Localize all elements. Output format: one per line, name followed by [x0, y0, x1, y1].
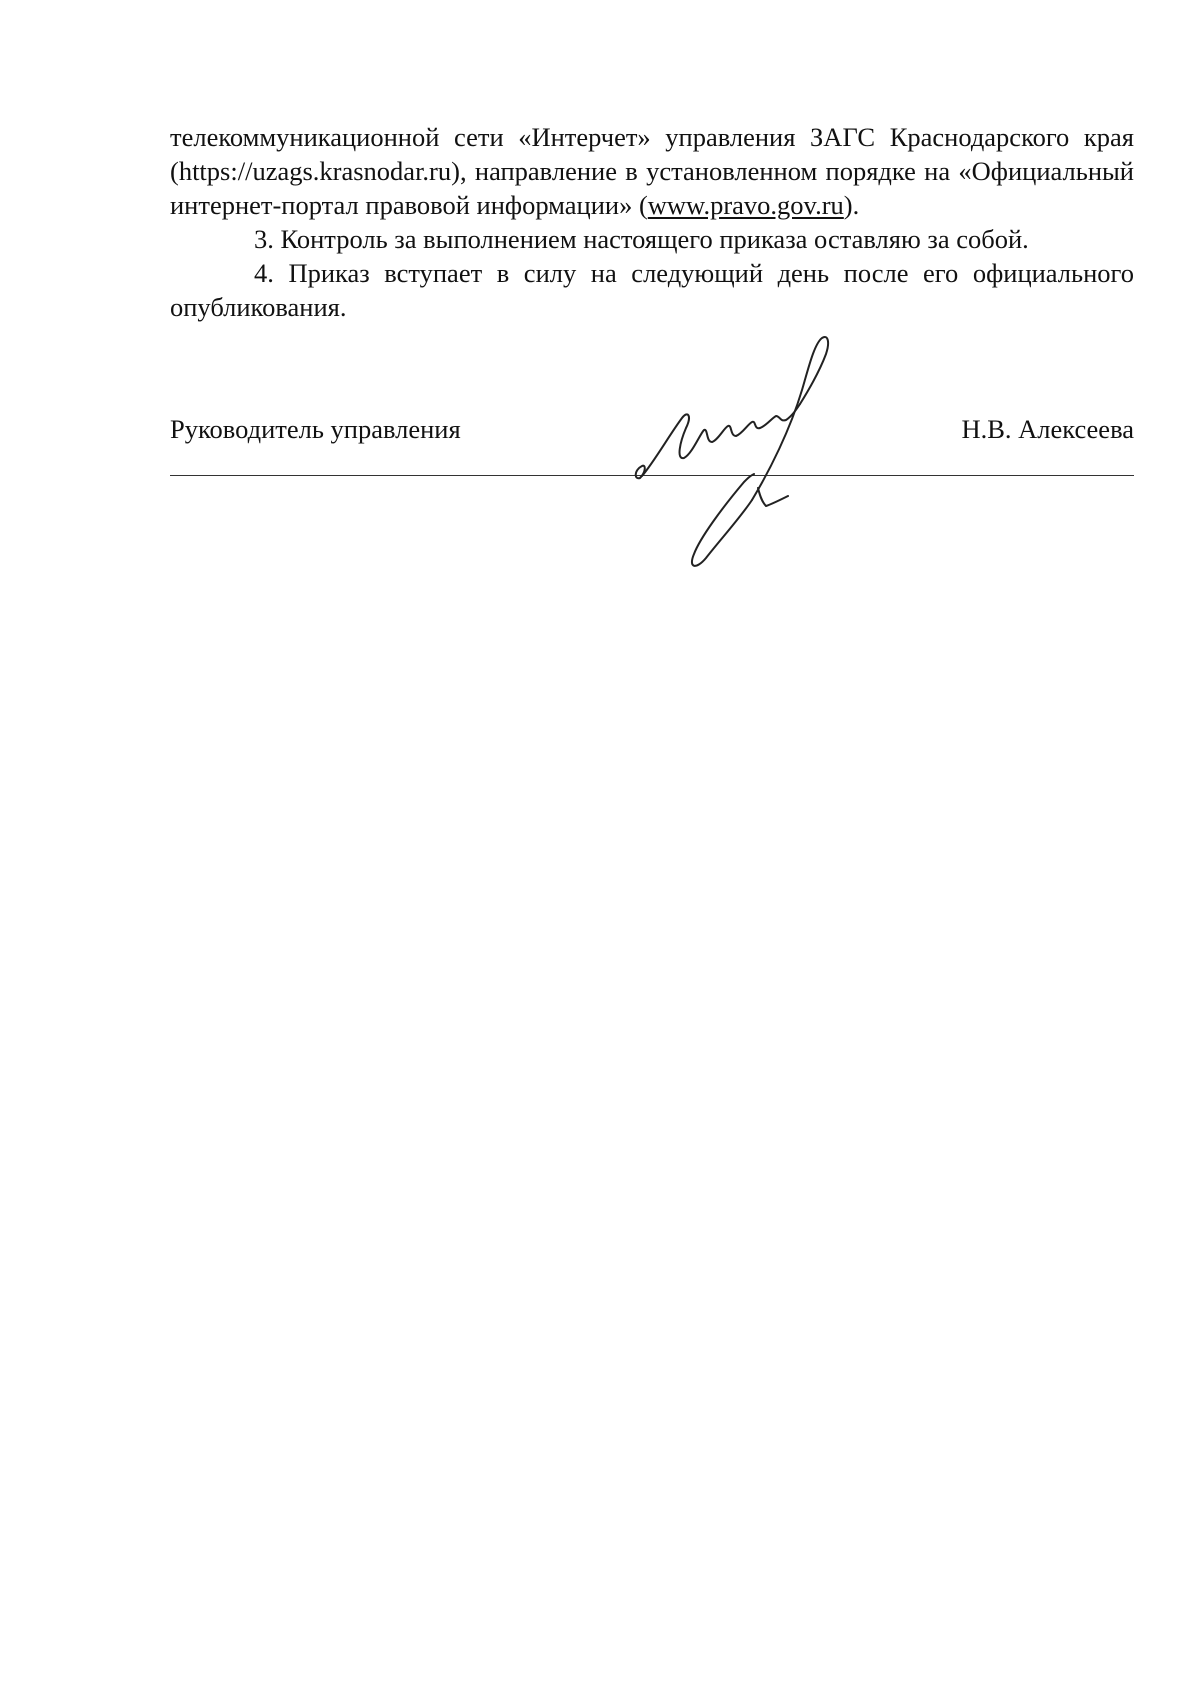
document-body	[170, 120, 1134, 324]
paragraph-text: телекоммуникационной сети «Интерчет» управления ЗАГС Краснодарского края (https://uzags.krasnodar.ru), направление в установленном порядке на «Официальный интернет-портал правовой информации» (	[170, 122, 1134, 220]
pravo-link[interactable]: www.pravo.gov.ru	[647, 190, 844, 220]
signer-name: Н.В. Алексеева	[961, 414, 1134, 444]
signer-position: Руководитель управления	[170, 414, 461, 444]
paragraph-item-3: 3. Контроль за выполнением настоящего приказа оставляю за собой.	[254, 224, 1029, 254]
paragraph-continuation	[170, 120, 1134, 222]
paragraph-text-end: ).	[843, 190, 860, 220]
paragraph-item-4: 4. Приказ вступает в силу на следующий день после его официального опубликования.	[170, 258, 1134, 322]
handwritten-signature	[630, 330, 860, 575]
